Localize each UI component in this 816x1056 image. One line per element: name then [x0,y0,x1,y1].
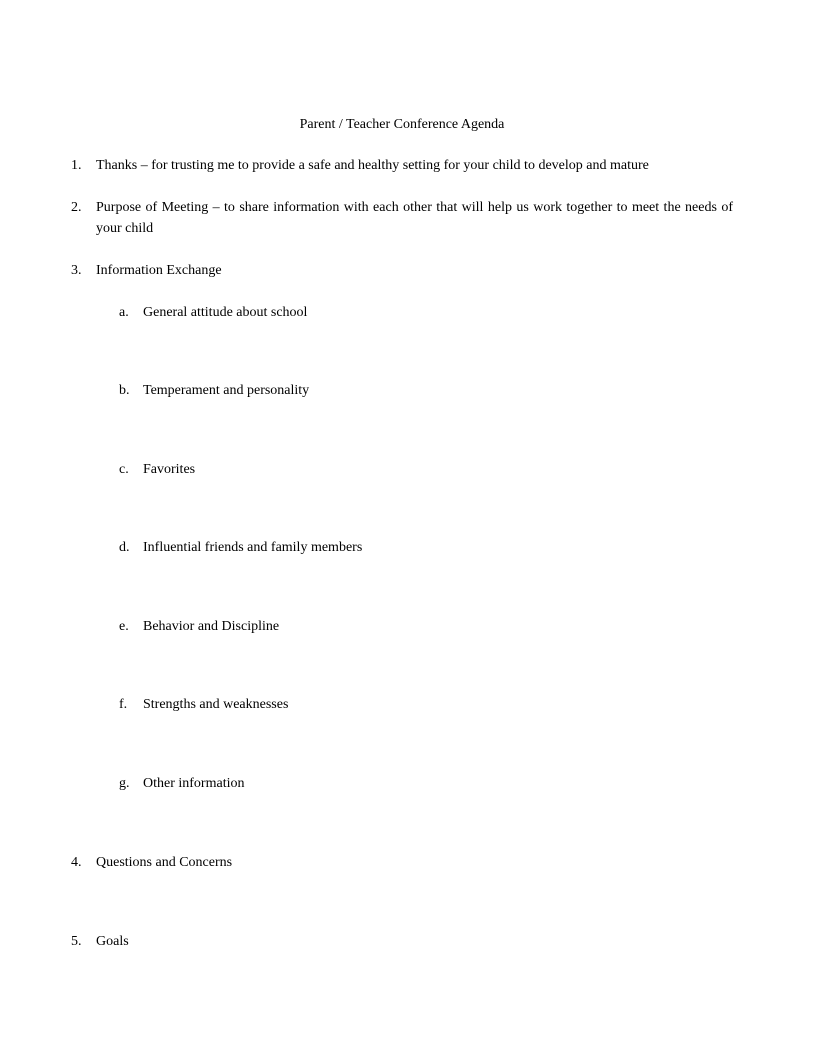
subitem-marker: d. [119,540,130,555]
subitem-other-information [119,775,719,793]
subitem-text: Influential friends and family members [143,540,363,555]
item-marker: 4. [71,855,82,870]
subitem-marker: a. [119,305,129,320]
item-marker: 5. [71,934,82,949]
subitem-influential-friends [119,539,719,557]
item-text: Questions and Concerns [96,855,233,870]
agenda-item-purpose [71,197,733,239]
subitem-text: Behavior and Discipline [143,619,280,634]
item-marker: 2. [71,200,82,215]
agenda-item-goals [71,931,733,952]
subitem-marker: c. [119,462,129,477]
subitem-text: Strengths and weaknesses [143,697,289,712]
subitem-marker: b. [119,383,130,398]
subitem-favorites [119,461,719,479]
agenda-item-thanks [71,155,733,176]
subitem-marker: g. [119,776,130,791]
subitem-text: General attitude about school [143,305,308,320]
agenda-item-questions [71,852,733,873]
item-text: Goals [96,934,129,949]
item-marker: 3. [71,263,82,278]
item-marker: 1. [71,158,82,173]
subitem-text: Other information [143,776,245,791]
subitem-text: Temperament and personality [143,383,310,398]
subitem-strengths [119,696,719,714]
subitem-temperament [119,382,719,400]
item-text: Purpose of Meeting – to share information with each other that will help us work together to meet the needs of your child [96,200,733,236]
item-text: Thanks – for trusting me to provide a safe and healthy setting for your child to develop and mature [96,158,649,173]
subitem-text: Favorites [143,462,196,477]
subitem-general-attitude [119,304,719,322]
item-text: Information Exchange [96,263,222,278]
subitem-marker: e. [119,619,129,634]
subitem-behavior [119,618,719,636]
document-title: Parent / Teacher Conference Agenda [299,117,505,132]
agenda-item-information-exchange [71,260,733,281]
subitem-marker: f. [119,697,128,712]
